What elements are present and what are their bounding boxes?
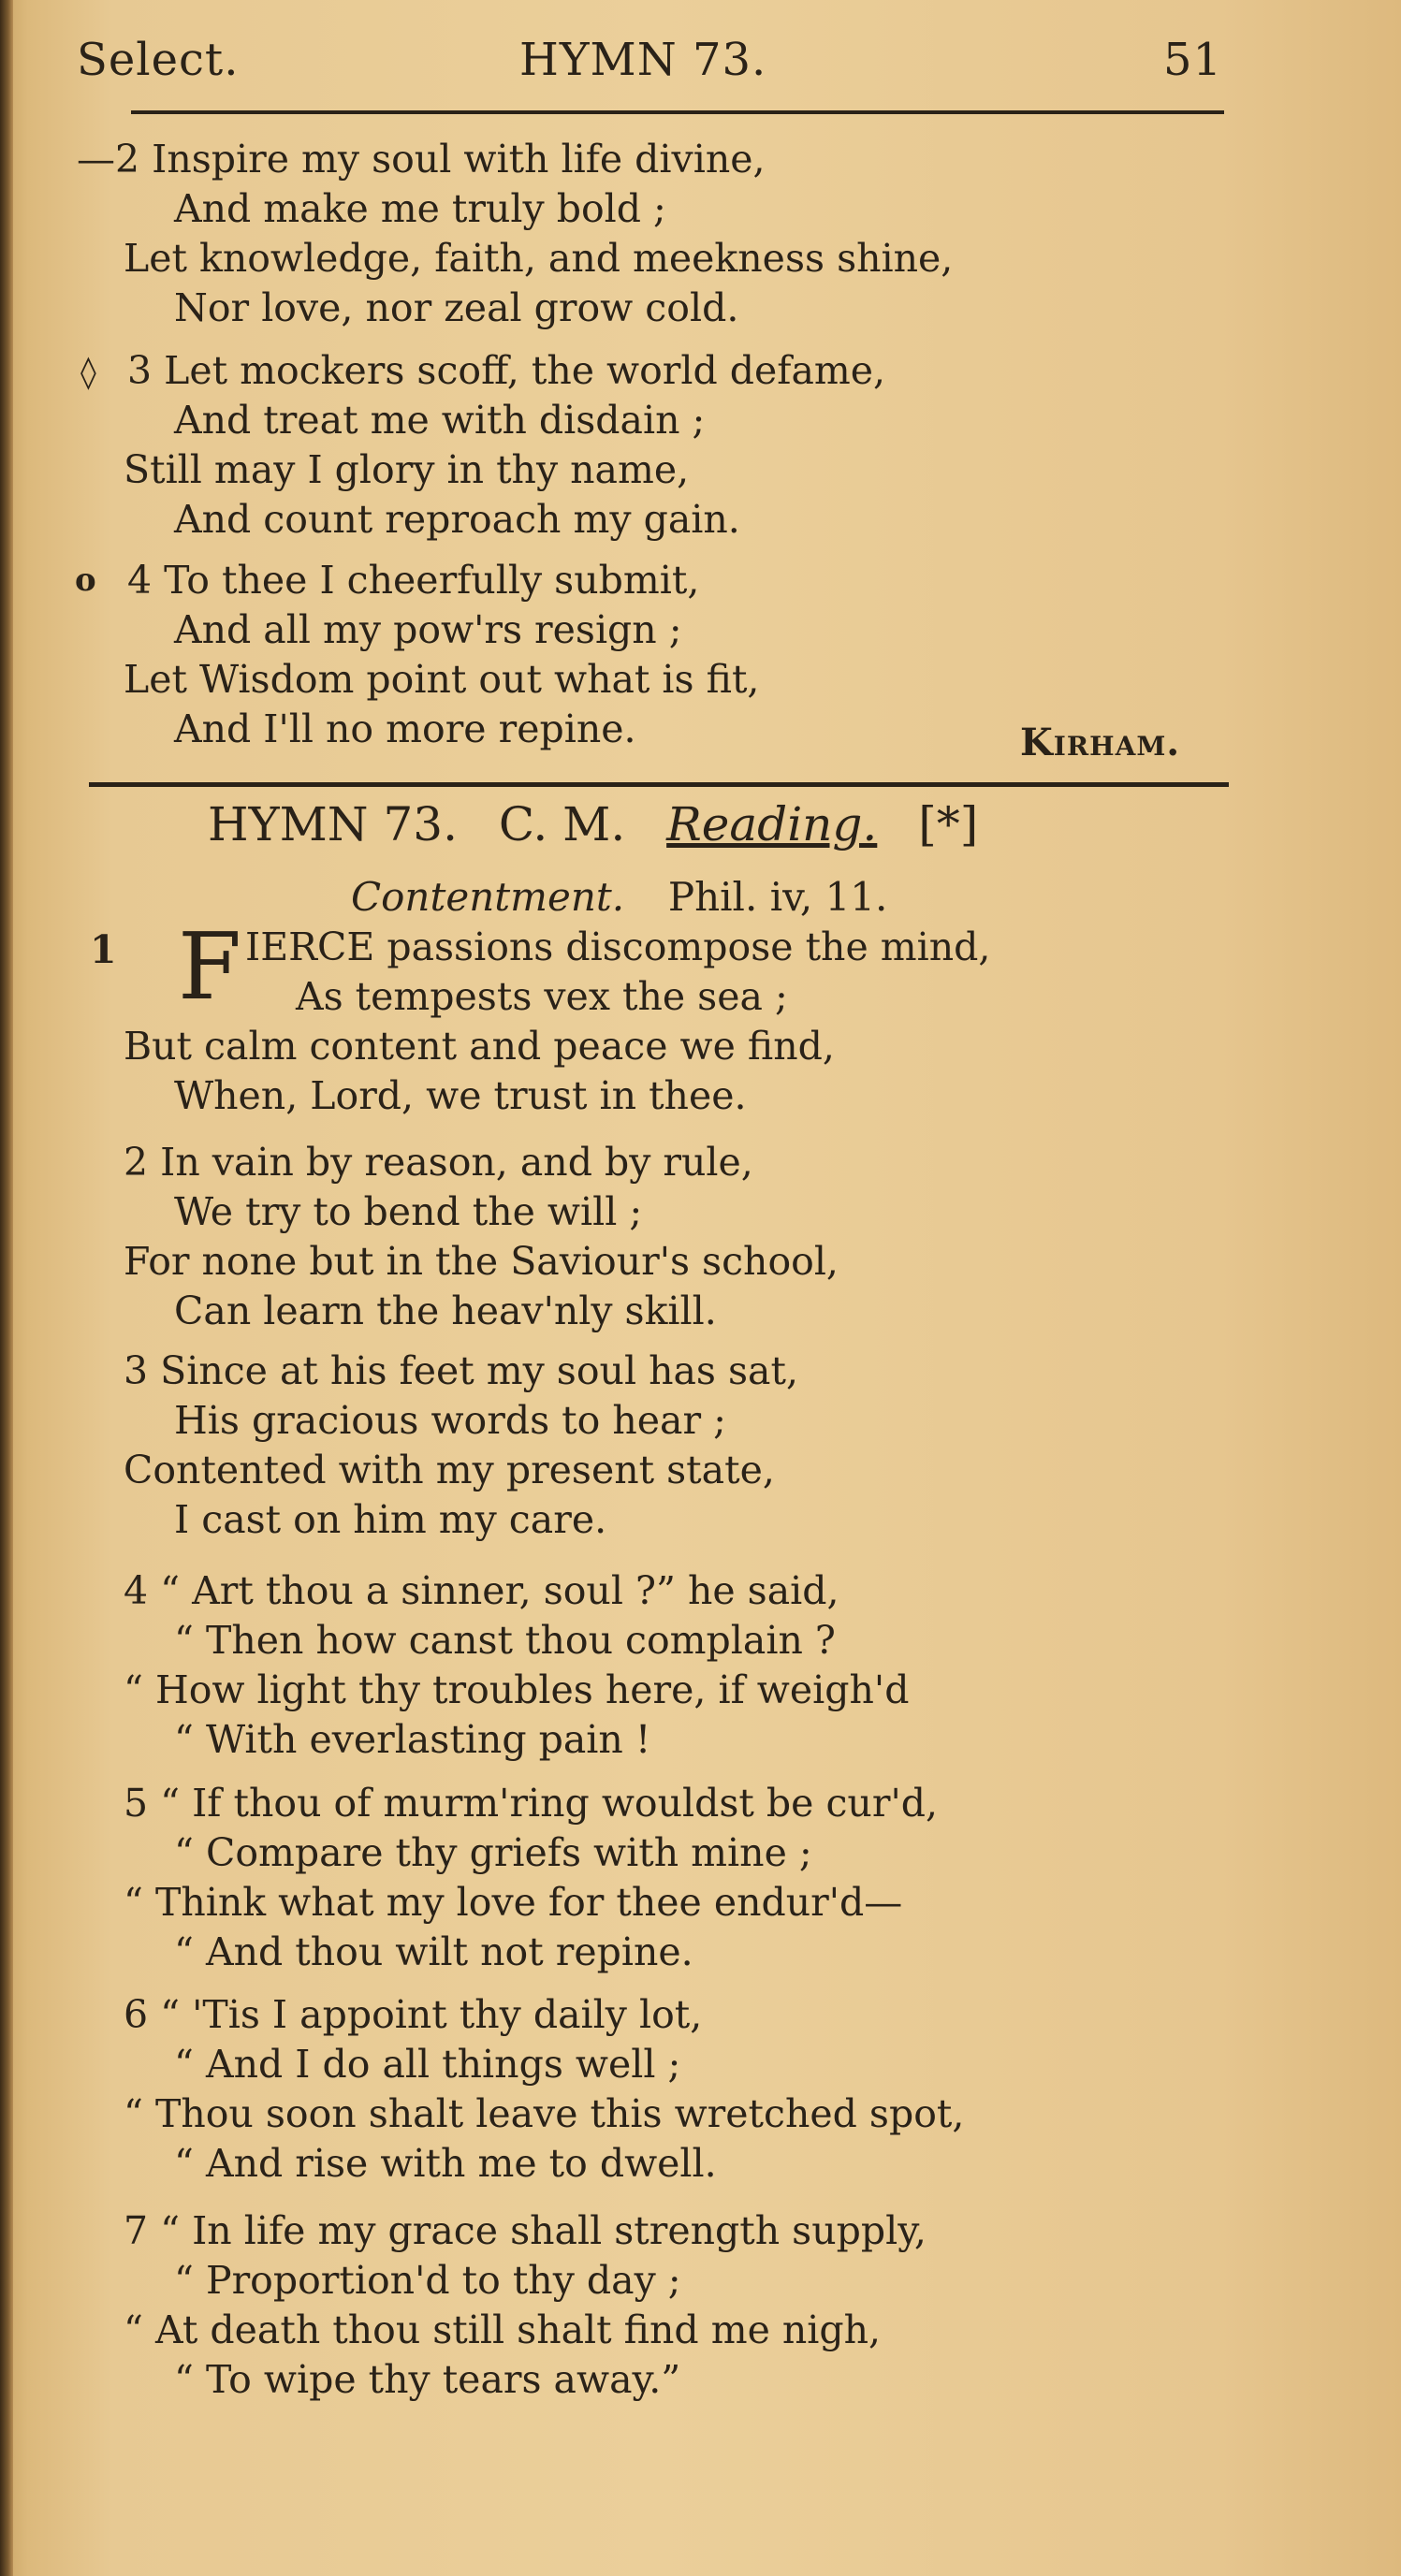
verse-line: “ How light thy troubles here, if weigh'd xyxy=(124,1667,910,1712)
verse-line: “ And rise with me to dwell. xyxy=(174,2141,717,2186)
verse-line: 5 “ If thou of murm'ring wouldst be cur'd, xyxy=(124,1781,938,1826)
verse-line: Contented with my present state, xyxy=(124,1448,775,1492)
verse-line: And make me truly bold ; xyxy=(174,186,666,231)
book-spine-edge xyxy=(0,0,13,2576)
section-divider xyxy=(89,782,1229,787)
hymn-tune: Reading. xyxy=(666,797,878,851)
verse-line: 3 Let mockers scoff, the world defame, xyxy=(127,348,886,393)
hymn-label: HYMN 73. xyxy=(208,797,458,851)
verse-number: 1 xyxy=(90,927,117,972)
hymn-subtitle xyxy=(351,874,887,920)
header-hymn-label: HYMN 73. xyxy=(519,34,767,86)
verse-line: His gracious words to hear ; xyxy=(174,1398,726,1443)
verse-line: And treat me with disdain ; xyxy=(174,398,706,443)
verse-line: IERCE passions discompose the mind, xyxy=(245,924,991,969)
verse-line: 4 To thee I cheerfully submit, xyxy=(127,558,700,603)
hymn-topic: Contentment. xyxy=(351,874,625,920)
verse-line: And all my pow'rs resign ; xyxy=(174,607,682,652)
verse-line: But calm content and peace we find, xyxy=(124,1024,835,1069)
page-number: 51 xyxy=(1163,34,1223,86)
verse-line: Let Wisdom point out what is fit, xyxy=(124,657,760,702)
scripture-reference: Phil. iv, 11. xyxy=(667,874,888,920)
hymn-heading xyxy=(208,797,978,851)
verse-line: “ At death thou still shalt find me nigh, xyxy=(124,2307,882,2352)
verse-line: Let knowledge, faith, and meekness shine, xyxy=(124,236,954,281)
tune-name: Kirham. xyxy=(1020,720,1181,764)
dynamic-mark: o xyxy=(75,561,96,599)
verse-line: “ Think what my love for thee endur'd— xyxy=(124,1880,903,1925)
verse-line: “ And I do all things well ; xyxy=(174,2042,681,2087)
verse-line: 2 In vain by reason, and by rule, xyxy=(124,1140,753,1185)
verse-line: Can learn the heav'nly skill. xyxy=(174,1288,717,1333)
verse-line: “ And thou wilt not repine. xyxy=(174,1929,693,1974)
verse-line: “ Proportion'd to thy day ; xyxy=(174,2258,681,2303)
verse-line: “ To wipe thy tears away.” xyxy=(174,2357,681,2402)
running-header xyxy=(0,34,1401,99)
verse-line: 3 Since at his feet my soul has sat, xyxy=(124,1348,799,1393)
hymn-meter: C. M. xyxy=(498,797,626,851)
header-section-label: Select. xyxy=(77,34,240,86)
verse-line: 4 “ Art thou a sinner, soul ?” he said, xyxy=(124,1568,839,1613)
verse-line: “ Thou soon shalt leave this wretched spot, xyxy=(124,2091,965,2136)
hymn-mark: [*] xyxy=(918,797,979,851)
verse-line: We try to bend the will ; xyxy=(174,1189,643,1234)
verse-line: 7 “ In life my grace shall strength supply, xyxy=(124,2208,927,2253)
verse-line: Still may I glory in thy name, xyxy=(124,447,690,492)
drop-cap: F xyxy=(178,914,241,1021)
dynamic-mark: ◊ xyxy=(80,354,96,391)
verse-line: For none but in the Saviour's school, xyxy=(124,1239,839,1284)
verse-line: —2 Inspire my soul with life divine, xyxy=(77,137,766,182)
verse-line: “ With everlasting pain ! xyxy=(174,1717,651,1762)
header-rule xyxy=(131,110,1224,114)
verse-line: “ Then how canst thou complain ? xyxy=(174,1618,836,1663)
verse-line: As tempests vex the sea ; xyxy=(296,974,788,1019)
verse-line: When, Lord, we trust in thee. xyxy=(174,1073,747,1118)
verse-line: “ Compare thy griefs with mine ; xyxy=(174,1830,812,1875)
verse-line: Nor love, nor zeal grow cold. xyxy=(174,285,739,330)
verse-line: And count reproach my gain. xyxy=(174,497,740,542)
verse-line: And I'll no more repine. xyxy=(174,706,636,751)
verse-line: 6 “ 'Tis I appoint thy daily lot, xyxy=(124,1992,703,2037)
verse-line: I cast on him my care. xyxy=(174,1497,607,1542)
